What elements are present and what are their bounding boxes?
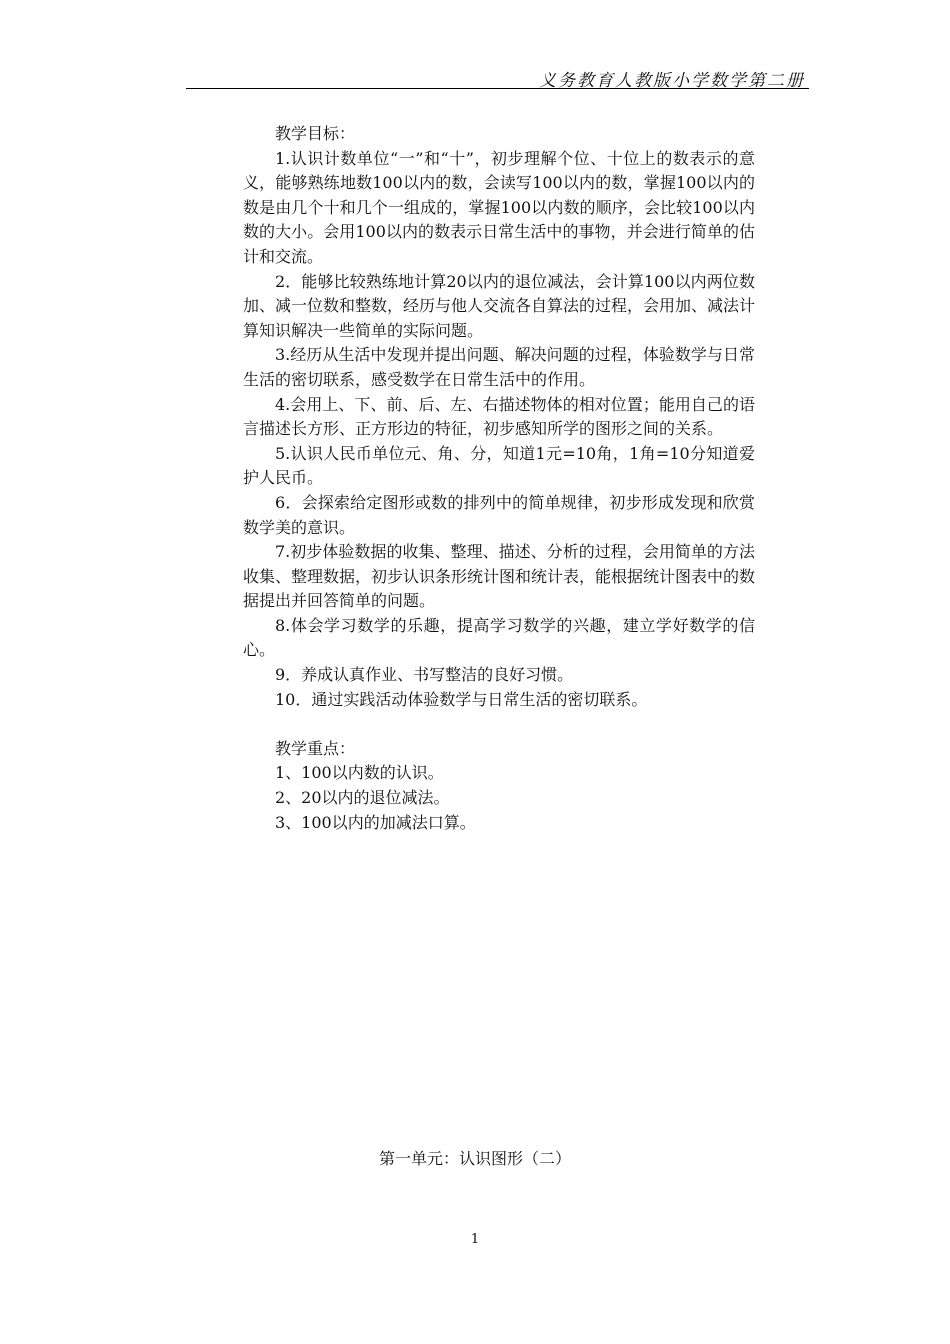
- header-rule: [186, 88, 809, 89]
- objective-item: 3.经历从生活中发现并提出问题、解决问题的过程，体验数学与日常生活的密切联系，感受数学在日常生活中的作用。: [243, 345, 755, 389]
- objective-item: 10．通过实践活动体验数学与日常生活的密切联系。: [275, 689, 648, 709]
- document-header-title: 义务教育人教版小学数学第二册: [539, 71, 805, 91]
- objective-item: 2．能够比较熟练地计算20以内的退位减法，会计算100以内两位数加、减一位数和整数，经历与他人交流各自算法的过程，会用加、减法计算知识解决一些简单的实际问题。: [243, 271, 756, 340]
- key-point-item: 1、100以内数的认识。: [275, 763, 444, 783]
- objective-item: 5.认识人民币单位元、角、分，知道1元=10角，1角=10分知道爱护人民币。: [243, 443, 755, 488]
- key-point-item: 3、100以内的加减法口算。: [275, 812, 476, 832]
- objective-item: 7.初步体验数据的收集、整理、描述、分析的过程，会用简单的方法收集、整理数据，初步认识条形统计图和统计表，能根据统计图表中的数据提出并回答简单的问题。: [243, 542, 756, 611]
- page-number: 1: [470, 1232, 480, 1247]
- objective-item: 1.认识计数单位“一”和“十”，初步理解个位、十位上的数表示的意义，能够熟练地数100以内的数，会读写100以内的数，掌握100以内的数是由几个十和几个一组成的，掌握100以内数的顺序，会比较100以内数的大小。会用100以内的数表示日常生活中的事物，并会进行简单的估计和交流。: [243, 148, 755, 266]
- page-body: [243, 122, 755, 835]
- key-point-item: 2、20以内的退位减法。: [275, 788, 450, 808]
- section-spacer: [243, 712, 755, 737]
- objectives-heading: 教学目标：: [275, 124, 356, 143]
- objective-item: 4.会用上、下、前、后、左、右描述物体的相对位置；能用自己的语言描述长方形、正方形边的特征，初步感知所学的图形之间的关系。: [243, 394, 755, 439]
- objective-item: 9．养成认真作业、书写整洁的良好习惯。: [275, 665, 574, 685]
- unit-title: 第一单元：认识图形（二）: [378, 1149, 571, 1168]
- objective-item: 8.体会学习数学的乐趣，提高学习数学的兴趣，建立学好数学的信心。: [243, 615, 755, 660]
- objective-item: 6．会探索给定图形或数的排列中的简单规律，初步形成发现和欣赏数学美的意识。: [243, 492, 755, 537]
- key-points-heading: 教学重点：: [275, 738, 356, 758]
